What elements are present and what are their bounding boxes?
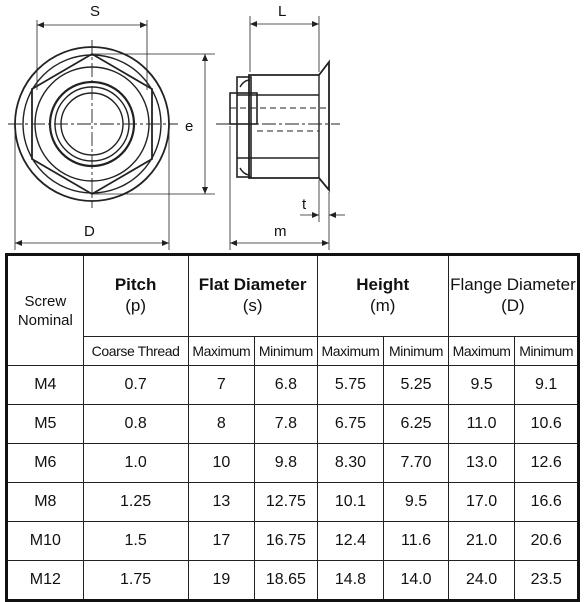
row-size-label: M6 [7, 444, 84, 483]
table-cell: 1.0 [83, 444, 188, 483]
flat-diameter-header: Flat Diameter (s) [188, 255, 317, 337]
table-cell: 13.0 [448, 444, 515, 483]
row-size-label: M4 [7, 366, 84, 405]
table-cell: 20.6 [515, 522, 579, 561]
table-cell: 0.8 [83, 405, 188, 444]
dim-label-s: S [90, 3, 101, 20]
table-cell: 9.8 [255, 444, 318, 483]
table-cell: 9.1 [515, 366, 579, 405]
dim-label-m: m [274, 223, 287, 240]
table-cell: 1.5 [83, 522, 188, 561]
row-size-label: M12 [7, 561, 84, 601]
subheader-coarse-thread: Coarse Thread [83, 337, 188, 366]
table-cell: 18.65 [255, 561, 318, 601]
table-cell: 10.1 [317, 483, 384, 522]
subheader-height-minimum: Minimum [384, 337, 449, 366]
row-size-label: M10 [7, 522, 84, 561]
table-cell: 6.75 [317, 405, 384, 444]
table-cell: 5.75 [317, 366, 384, 405]
subheader-flange-minimum: Minimum [515, 337, 579, 366]
subheader-flat-maximum: Maximum [188, 337, 255, 366]
table-cell: 12.6 [515, 444, 579, 483]
table-cell: 11.6 [384, 522, 449, 561]
table-cell: 13 [188, 483, 255, 522]
table-row [7, 366, 579, 405]
row-size-label: M8 [7, 483, 84, 522]
table-cell: 24.0 [448, 561, 515, 601]
subheader-height-maximum: Maximum [317, 337, 384, 366]
table-cell: 8.30 [317, 444, 384, 483]
table-row [7, 522, 579, 561]
table-cell: 0.7 [83, 366, 188, 405]
screw-nominal-header: Screw Nominal [7, 255, 84, 366]
side-view [216, 16, 345, 250]
subheader-flange-maximum: Maximum [448, 337, 515, 366]
table-cell: 16.75 [255, 522, 318, 561]
table-cell: 12.4 [317, 522, 384, 561]
table-cell: 5.25 [384, 366, 449, 405]
flange-nut-technical-drawing [0, 0, 586, 253]
dim-label-e: e [185, 118, 194, 135]
table-cell: 6.8 [255, 366, 318, 405]
dim-label-d: D [84, 223, 95, 240]
pitch-header: Pitch (p) [83, 255, 188, 337]
table-cell: 9.5 [384, 483, 449, 522]
table-cell: 23.5 [515, 561, 579, 601]
table-cell: 6.25 [384, 405, 449, 444]
table-cell: 7 [188, 366, 255, 405]
table-cell: 16.6 [515, 483, 579, 522]
table-row [7, 483, 579, 522]
table-cell: 14.8 [317, 561, 384, 601]
table-cell: 11.0 [448, 405, 515, 444]
table-cell: 1.75 [83, 561, 188, 601]
table-cell: 21.0 [448, 522, 515, 561]
table-cell: 9.5 [448, 366, 515, 405]
table-cell: 17.0 [448, 483, 515, 522]
table-cell: 14.0 [384, 561, 449, 601]
table-cell: 1.25 [83, 483, 188, 522]
table-cell: 17 [188, 522, 255, 561]
height-header: Height (m) [317, 255, 448, 337]
table-row [7, 405, 579, 444]
subheader-flat-minimum: Minimum [255, 337, 318, 366]
table-cell: 10.6 [515, 405, 579, 444]
table-cell: 7.8 [255, 405, 318, 444]
dimension-spec-table [5, 253, 580, 602]
dim-label-l: L [278, 3, 287, 20]
front-view [8, 20, 215, 250]
table-cell: 8 [188, 405, 255, 444]
table-cell: 7.70 [384, 444, 449, 483]
flange-diameter-header: Flange Diameter (D) [448, 255, 578, 337]
dim-label-t: t [302, 196, 307, 213]
table-cell: 19 [188, 561, 255, 601]
table-cell: 12.75 [255, 483, 318, 522]
table-cell: 10 [188, 444, 255, 483]
table-row [7, 444, 579, 483]
row-size-label: M5 [7, 405, 84, 444]
table-row [7, 561, 579, 601]
